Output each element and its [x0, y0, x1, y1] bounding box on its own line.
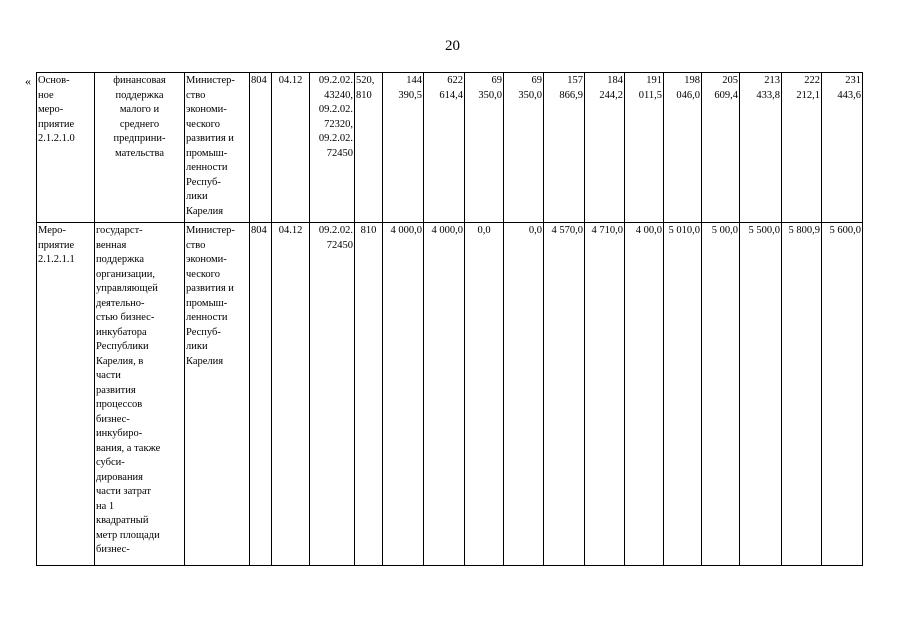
value-cell: 5 600,0: [822, 223, 863, 566]
status-cell: Основ- ное меро- приятие 2.1.2.1.0: [37, 73, 95, 223]
value-cell: 622 614,4: [424, 73, 465, 223]
value-cell: 4 000,0: [424, 223, 465, 566]
value-cell: 4 000,0: [383, 223, 424, 566]
value-cell: 69 350,0: [504, 73, 544, 223]
vr-cell: 810: [355, 223, 383, 566]
value-cell: 213 433,8: [740, 73, 782, 223]
page-number: 20: [445, 38, 460, 54]
csr-cell: 09.2.02. 72450: [310, 223, 355, 566]
value-cell: 222 212,1: [782, 73, 822, 223]
measure-name-cell: финансовая поддержка малого и среднего предприни- мательства: [95, 73, 185, 223]
rzpr-cell: 04.12: [272, 223, 310, 566]
table-row: [37, 223, 863, 566]
executor-cell: Министер- ство экономи- ческого развития и промыш- ленности Респуб- лики Карелия: [185, 73, 250, 223]
value-cell: 184 244,2: [585, 73, 625, 223]
value-cell: 157 866,9: [544, 73, 585, 223]
value-cell: 144 390,5: [383, 73, 424, 223]
opening-quote-mark: «: [25, 74, 31, 88]
grbs-cell: 804: [250, 73, 272, 223]
value-cell: 4 710,0: [585, 223, 625, 566]
value-cell: 0,0: [465, 223, 504, 566]
value-cell: 4 00,0: [625, 223, 664, 566]
value-cell: 5 010,0: [664, 223, 702, 566]
csr-cell: 09.2.02. 43240, 09.2.02. 72320, 09.2.02. 72450: [310, 73, 355, 223]
value-cell: 4 570,0: [544, 223, 585, 566]
value-cell: 198 046,0: [664, 73, 702, 223]
value-cell: 191 011,5: [625, 73, 664, 223]
rzpr-cell: 04.12: [272, 73, 310, 223]
measure-name-cell: государст- венная поддержка организации, управляющей деятельно- стью бизнес- инкубатора Республики Карелия, в части развития процессов бизнес- инкубиро- вания, а также субси- дирования части затрат на 1 квадратный метр площади бизнес-: [95, 223, 185, 566]
executor-cell: Министер- ство экономи- ческого развития и промыш- ленности Респуб- лики Карелия: [185, 223, 250, 566]
budget-table: [36, 72, 863, 566]
value-cell: 205 609,4: [702, 73, 740, 223]
grbs-cell: 804: [250, 223, 272, 566]
value-cell: 5 800,9: [782, 223, 822, 566]
value-cell: 69 350,0: [465, 73, 504, 223]
value-cell: 5 500,0: [740, 223, 782, 566]
vr-cell: 520, 810: [355, 73, 383, 223]
table-row: [37, 73, 863, 223]
value-cell: 5 00,0: [702, 223, 740, 566]
value-cell: 0,0: [504, 223, 544, 566]
value-cell: 231 443,6: [822, 73, 863, 223]
status-cell: Меро- приятие 2.1.2.1.1: [37, 223, 95, 566]
